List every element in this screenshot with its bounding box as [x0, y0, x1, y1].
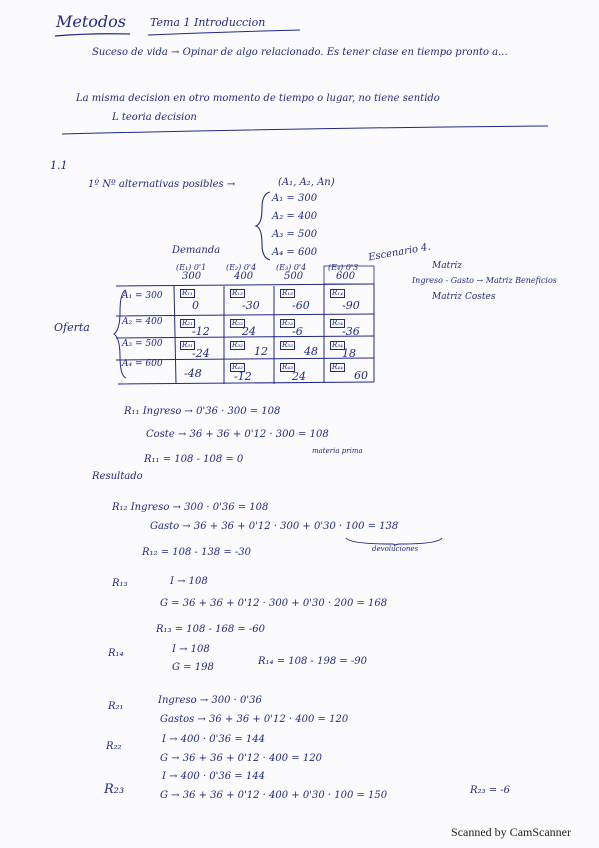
cell-value: 48 [304, 345, 318, 358]
row-header: A₄ = 600 [122, 359, 163, 369]
table-cell [226, 360, 274, 384]
cell-value: -12 [192, 325, 210, 338]
cell-tag: R₃₁ [182, 341, 193, 349]
cell-value: 18 [342, 347, 356, 360]
table-cell [226, 338, 274, 360]
cell-tag: R₂₃ [282, 319, 293, 327]
alternative-item: A₂ = 400 [272, 211, 318, 222]
table-cell [226, 286, 274, 316]
row-header: A₁ = 300 [122, 291, 163, 301]
cell-value: 12 [254, 345, 268, 358]
table-cell [176, 286, 224, 316]
table-cell [276, 316, 324, 338]
r23-result: R₂₃ = -6 [470, 785, 511, 796]
r22-label: R₂₂ [106, 741, 122, 752]
table-cell [176, 316, 224, 338]
r12-ingreso: R₁₂ Ingreso → 300 · 0'36 = 108 [112, 502, 269, 513]
decision-table [112, 264, 378, 388]
cell-tag: R₂₁ [182, 319, 193, 327]
alternative-item: A₄ = 600 [272, 247, 318, 258]
r11-ingreso: R₁₁ Ingreso → 0'36 · 300 = 108 [124, 406, 281, 417]
alternatives-intro: 1º Nº alternativas posibles → [88, 179, 236, 190]
table-cell [326, 286, 374, 316]
r22-g: G → 36 + 36 + 0'12 · 400 = 120 [160, 753, 322, 764]
table-cell [176, 360, 224, 384]
r13-g: G = 36 + 36 + 0'12 · 300 + 0'30 · 200 = 168 [160, 598, 388, 609]
r12-result: R₁₂ = 108 - 138 = -30 [142, 547, 252, 558]
r23-label: R₂₃ [104, 782, 125, 797]
r14-g: G = 198 [172, 662, 214, 673]
cell-value: 24 [292, 370, 306, 383]
note-line-1: Suceso de vida → Opinar de algo relacionado. Es tener clase en tiempo pronto a... [92, 47, 508, 58]
column-code: (E₁) 0'1 [176, 263, 207, 272]
cell-tag: R₄₄ [332, 363, 343, 371]
column-value: 600 [336, 271, 356, 282]
column-code: (E₂) 0'4 [226, 263, 257, 272]
table-cell [326, 316, 374, 338]
topic-title: Tema 1 Introduccion [150, 16, 266, 29]
exercise-number: 1.1 [50, 159, 68, 172]
table-cell [176, 338, 224, 360]
column-code: (E₃) 0'4 [276, 263, 307, 272]
row-header: A₂ = 400 [122, 317, 163, 327]
alternative-item: A₃ = 500 [272, 229, 318, 240]
table-cell [276, 338, 324, 360]
r21-ingreso: Ingreso → 300 · 0'36 [158, 695, 262, 706]
cell-tag: R₃₄ [332, 341, 343, 349]
cell-value: -48 [184, 367, 202, 380]
scanner-watermark: Scanned by CamScanner [451, 825, 571, 839]
note-line-3: L teoria decision [112, 112, 197, 123]
subject-title: Metodos [56, 12, 126, 31]
r13-i: I → 108 [170, 576, 208, 587]
cell-value: -30 [242, 299, 260, 312]
r12-gasto: Gasto → 36 + 36 + 0'12 · 300 + 0'30 · 100 = 138 [150, 521, 399, 532]
cell-tag: R₃₃ [282, 341, 293, 349]
cell-value: -24 [192, 347, 210, 360]
r14-result: R₁₄ = 108 - 198 = -90 [258, 656, 368, 667]
row-header: A₃ = 500 [122, 339, 163, 349]
table-cell [276, 360, 324, 384]
cell-value: -36 [342, 325, 360, 338]
cell-tag: R₄₃ [282, 363, 293, 371]
cell-tag: R₄₂ [232, 363, 243, 371]
column-value: 400 [234, 271, 254, 282]
table-cell [326, 338, 374, 360]
scenario-label: Escenario 4. [367, 241, 432, 264]
cell-tag: R₃₂ [232, 341, 243, 349]
r14-i: I → 108 [172, 644, 210, 655]
cell-tag: R₁₁ [182, 289, 193, 297]
cell-tag: R₁₄ [332, 289, 343, 297]
matrix-notes [412, 262, 557, 302]
demand-label: Demanda [172, 245, 221, 256]
cell-value: 0 [192, 299, 199, 312]
r13-label: R₁₃ [112, 578, 128, 589]
r11-coste: Coste → 36 + 36 + 0'12 · 300 = 108 [146, 429, 329, 440]
offer-label: Oferta [54, 321, 90, 334]
r23-i: I → 400 · 0'36 = 144 [162, 771, 265, 782]
cell-tag: R₂₄ [332, 319, 343, 327]
matrix-note-1: Matriz [432, 261, 463, 271]
column-code: (E₄) 0'3 [328, 263, 359, 272]
r11-coste-note: materia prima [312, 447, 363, 455]
r21-label: R₂₁ [108, 701, 124, 712]
table-cell [276, 286, 324, 316]
r22-i: I → 400 · 0'36 = 144 [162, 734, 265, 745]
alternatives-list [272, 194, 317, 258]
r23-g: G → 36 + 36 + 0'12 · 400 + 0'30 · 100 = 150 [160, 790, 388, 801]
cell-value: 24 [242, 325, 256, 338]
r21-gasto: Gastos → 36 + 36 + 0'12 · 400 = 120 [160, 714, 349, 725]
cell-value: -60 [292, 299, 310, 312]
table-row-headers [122, 288, 163, 380]
alternatives-set: (A₁, A₂, An) [278, 177, 335, 188]
cell-value: -12 [234, 370, 252, 383]
table-cell [326, 360, 374, 384]
column-value: 300 [182, 271, 202, 282]
column-value: 500 [284, 271, 304, 282]
cell-value: -6 [292, 325, 303, 338]
r13-result: R₁₃ = 108 - 168 = -60 [156, 624, 266, 635]
cell-tag: R₂₂ [232, 319, 243, 327]
matrix-note-2: Ingreso - Gasto → Matriz Beneficios [412, 276, 557, 285]
r12-brace [344, 536, 444, 548]
note-line-2: La misma decision en otro momento de tiempo o lugar, no tiene sentido [76, 93, 440, 104]
cell-value: 60 [354, 369, 368, 382]
table-cell [226, 316, 274, 338]
cell-value: -90 [342, 299, 360, 312]
resultado-label: Resultado [92, 471, 143, 482]
cell-tag: R₁₂ [232, 289, 243, 297]
alternatives-brace [254, 190, 274, 262]
matrix-note-3: Matriz Costes [432, 292, 496, 302]
cell-tag: R₁₃ [282, 289, 293, 297]
r14-label: R₁₄ [108, 648, 124, 659]
r11-result: R₁₁ = 108 - 108 = 0 [144, 454, 244, 465]
alternative-item: A₁ = 300 [272, 193, 318, 204]
r12-note: devoluciones [372, 545, 419, 553]
